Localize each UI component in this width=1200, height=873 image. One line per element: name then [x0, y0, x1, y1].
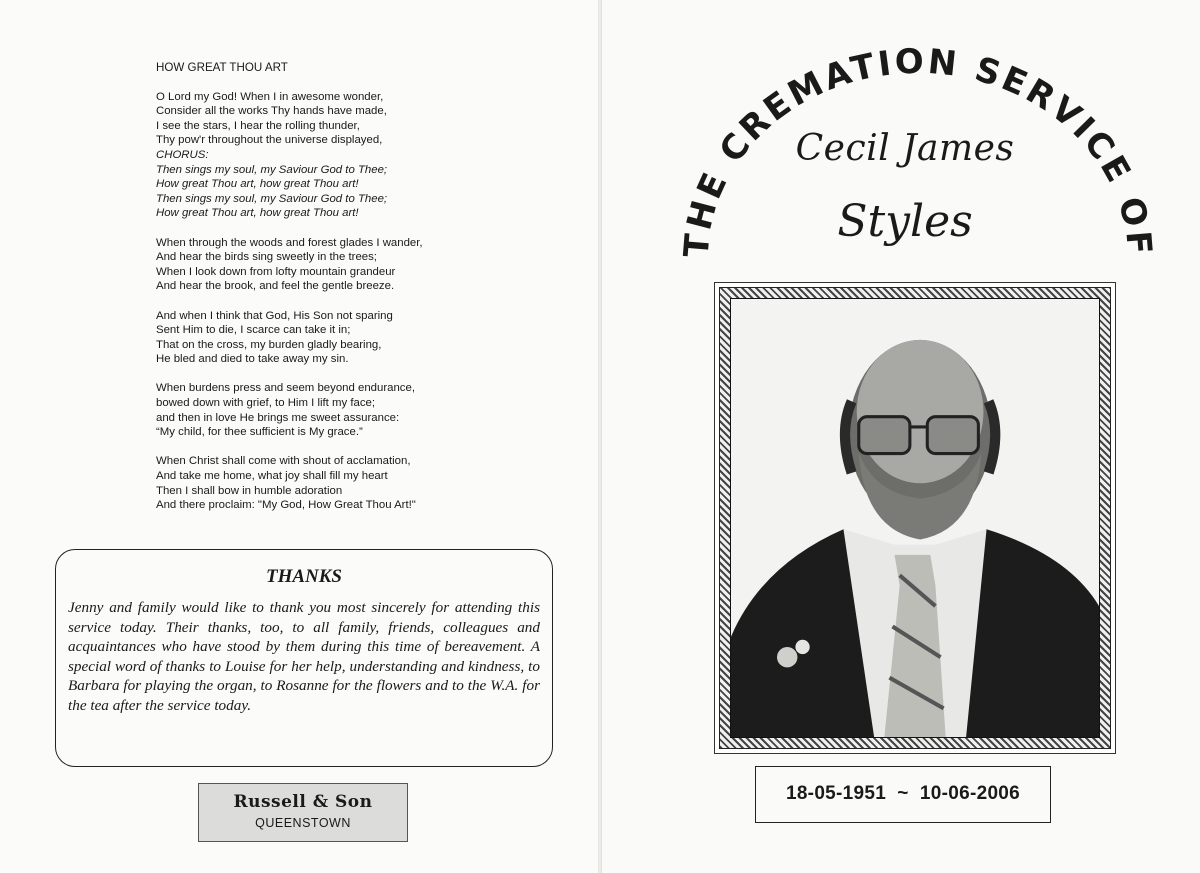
portrait-border — [719, 287, 1111, 749]
hymn-line: When through the woods and forest glades I wander, — [156, 236, 423, 249]
first-names: Cecil James — [795, 128, 1015, 169]
funeral-director-town: QUEENSTOWN — [255, 816, 351, 830]
hymn-line: He bled and died to take away my sin. — [156, 353, 349, 366]
thanks-text: Jenny and family would like to thank you most sincerely for attending this service today. Their thanks, too, to all family, friends, colleagues and acquaintances who have stood by them during this time of bereavement. A special word of thanks to Louise for her help, understanding and kindness, to Barbara for playing the organ, to Rosanne for the flowers and to the W.A. for the tea after the service today. — [68, 599, 540, 714]
hymn-line: And there proclaim: "My God, How Great Thou Art!" — [156, 499, 416, 512]
hymn-line: How great Thou art, how great Thou art! — [156, 207, 359, 220]
hymn-line: bowed down with grief, to Him I lift my face; — [156, 397, 376, 410]
hymn-line: And hear the brook, and feel the gentle breeze. — [156, 280, 395, 293]
hymn-line: When Christ shall come with shout of acclamation, — [156, 455, 411, 468]
hymn-title: HOW GREAT THOU ART — [156, 61, 288, 74]
hymn-line: Consider all the works Thy hands have made, — [156, 105, 387, 118]
portrait-photo — [730, 298, 1100, 738]
hymn-line: And hear the birds sing sweetly in the trees; — [156, 251, 377, 264]
hymn-line: Then I shall bow in humble adoration — [156, 484, 343, 497]
hymn-line: Sent Him to die, I scarce can take it in; — [156, 324, 351, 337]
dates-box — [755, 766, 1051, 823]
hymn-line: When I look down from lofty mountain grandeur — [156, 265, 396, 278]
surname: Styles — [837, 196, 973, 247]
hymn-line: Then sings my soul, my Saviour God to Thee; — [156, 192, 388, 205]
arc-title-text: THE CREMATION SERVICE OF — [676, 41, 1160, 259]
hymn-line: And take me home, what joy shall fill my heart — [156, 470, 388, 483]
hymn-line: When burdens press and seem beyond endurance, — [156, 382, 415, 395]
hymn-line: CHORUS: — [156, 148, 209, 161]
hymn-line: and then in love He brings me sweet assurance: — [156, 411, 400, 424]
funeral-director-name: Russell & Son — [233, 792, 373, 812]
hymn-line: How great Thou art, how great Thou art! — [156, 178, 359, 191]
hymn-line: O Lord my God! When I in awesome wonder, — [156, 90, 384, 103]
hymn-line: “My child, for thee sufficient is My grace.” — [156, 426, 363, 439]
portrait-frame — [714, 282, 1116, 754]
hymn-line: That on the cross, my burden gladly bearing, — [156, 338, 382, 351]
hymn-line: Thy pow'r throughout the universe displayed, — [156, 134, 383, 147]
hymn-line: Then sings my soul, my Saviour God to Thee; — [156, 163, 388, 176]
life-dates: 18-05-1951 ~ 10-06-2006 — [785, 783, 1021, 804]
hymn-line: And when I think that God, His Son not sparing — [156, 309, 393, 322]
thanks-title: THANKS — [265, 566, 343, 587]
hymn-line: I see the stars, I hear the rolling thunder, — [156, 119, 360, 132]
